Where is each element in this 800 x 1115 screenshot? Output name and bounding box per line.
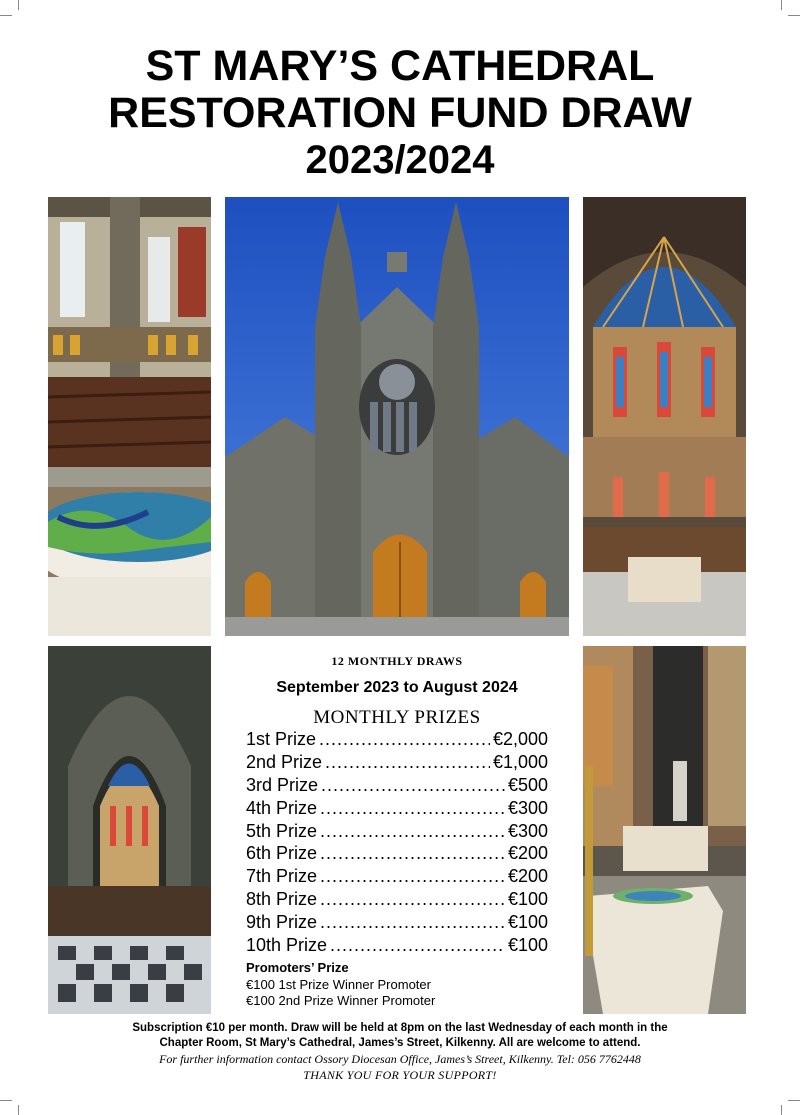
prize-amount: €100 [507, 935, 548, 956]
promoters-prize-heading: Promoters’ Prize [246, 960, 349, 975]
title-year: 2023/2024 [305, 138, 495, 182]
crop-mark [0, 15, 12, 16]
leader-dots [321, 774, 505, 797]
prize-label: 8th Prize [246, 889, 318, 910]
subscription-line: Chapter Room, St Mary’s Cathedral, James’s Street, Kilkenny. All are welcome to attend. [159, 1037, 641, 1049]
crop-mark [18, 0, 19, 10]
promoter-prize-line: €100 2nd Prize Winner Promoter [246, 993, 436, 1008]
leader-dots [320, 888, 505, 911]
leader-dots [330, 934, 505, 957]
prize-label: 5th Prize [246, 820, 318, 841]
prize-amount: €1,000 [492, 751, 548, 772]
prize-amount: €100 [507, 889, 548, 910]
prize-row [246, 934, 548, 957]
contact-info: For further information contact Ossory Diocesan Office, James’s Street, Kilkenny. Tel: 056 7762448 [159, 1052, 641, 1066]
title-line-1: ST MARY’S CATHEDRAL [145, 42, 655, 90]
prize-row [246, 820, 548, 843]
prize-amount: €300 [507, 797, 548, 818]
draw-period: September 2023 to August 2024 [276, 679, 518, 696]
photo-interior-mosaic-font [48, 197, 211, 636]
prize-row [246, 797, 548, 820]
leader-dots [325, 751, 490, 774]
prize-label: 2nd Prize [246, 751, 323, 772]
leader-dots [320, 820, 505, 843]
thank-you-message: THANK YOU FOR YOUR SUPPORT! [303, 1068, 497, 1082]
prize-row [246, 728, 548, 751]
subscription-line: Subscription €10 per month. Draw will be held at 8pm on the last Wednesday of each month in the [132, 1022, 668, 1034]
prize-label: 6th Prize [246, 843, 318, 864]
subscription-details [0, 1021, 800, 1051]
photo-nave [48, 646, 211, 1014]
prize-row [246, 865, 548, 888]
crop-mark [781, 0, 782, 10]
monthly-prizes-heading: MONTHLY PRIZES [313, 707, 481, 728]
crop-mark [781, 1105, 782, 1115]
prize-amount: €300 [507, 820, 548, 841]
crop-mark [788, 1100, 800, 1101]
monthly-draws-label: 12 MONTHLY DRAWS [331, 654, 463, 668]
crop-mark [18, 1105, 19, 1115]
prize-row [246, 888, 548, 911]
leader-dots [320, 842, 505, 865]
prize-label: 3rd Prize [246, 774, 319, 795]
photo-cathedral-facade [225, 197, 569, 636]
prize-label: 7th Prize [246, 866, 318, 887]
prize-row [246, 751, 548, 774]
prize-amount: €200 [507, 843, 548, 864]
photo-apse-ceiling [583, 197, 746, 636]
leader-dots [320, 797, 505, 820]
prize-label: 9th Prize [246, 912, 318, 933]
promoter-prize-line: €100 1st Prize Winner Promoter [246, 977, 431, 992]
prize-amount: €100 [507, 912, 548, 933]
prize-amount: €2,000 [492, 729, 548, 749]
title-line-2: RESTORATION FUND DRAW [108, 89, 692, 137]
prize-label: 1st Prize [246, 729, 317, 749]
prize-amount: €200 [507, 866, 548, 887]
prize-row [246, 911, 548, 934]
leader-dots [319, 728, 490, 751]
crop-mark [788, 15, 800, 16]
prize-label: 4th Prize [246, 797, 318, 818]
prize-label: 10th Prize [246, 935, 328, 956]
photo-baptismal-font [583, 646, 746, 1014]
prize-row [246, 842, 548, 865]
prize-list [246, 728, 548, 957]
leader-dots [320, 865, 505, 888]
leader-dots [320, 911, 505, 934]
crop-mark [0, 1100, 12, 1101]
prize-amount: €500 [507, 774, 548, 795]
prize-row [246, 774, 548, 797]
